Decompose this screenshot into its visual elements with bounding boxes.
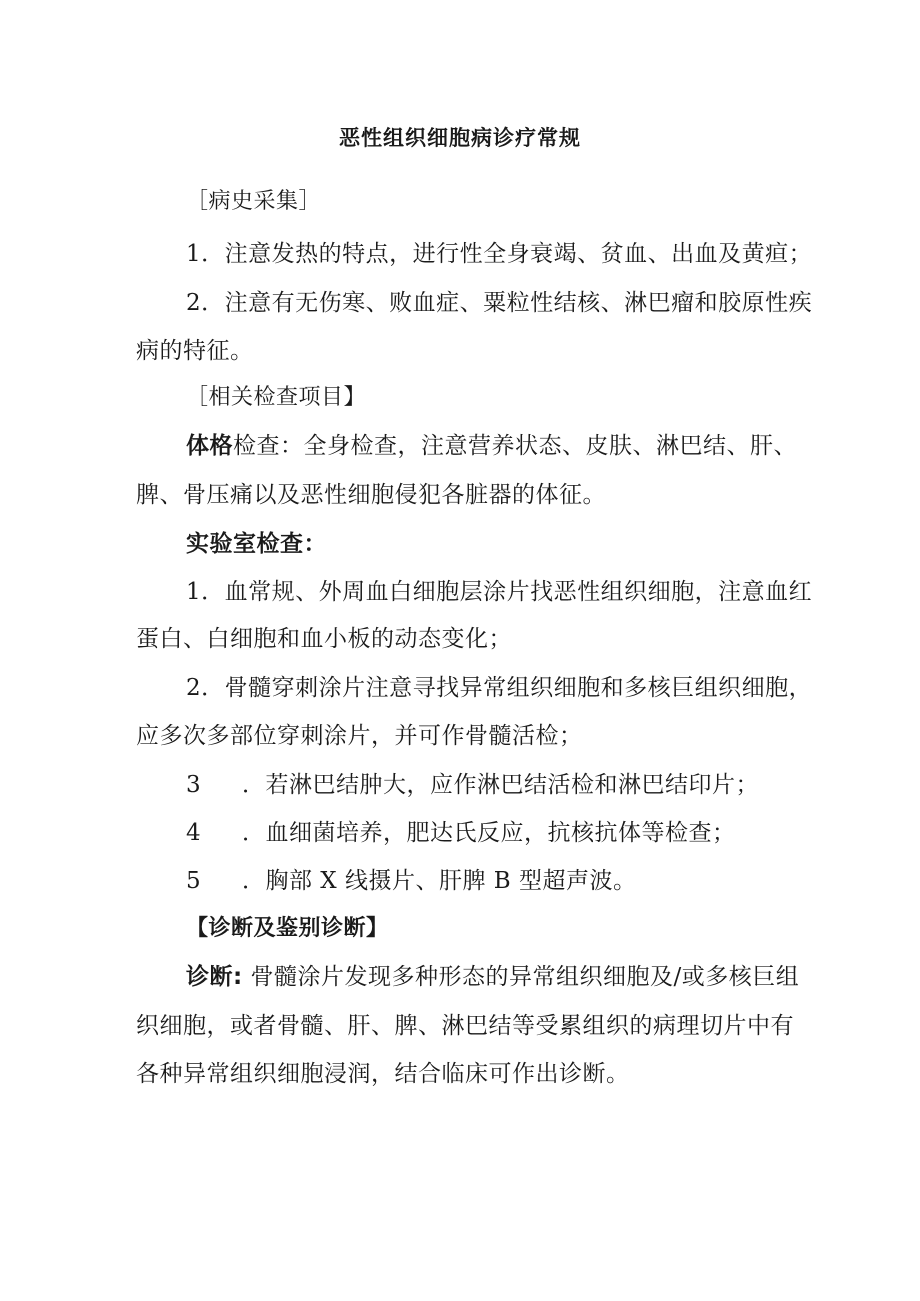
section-heading-exams: ［相关检查项目】	[186, 385, 367, 410]
item-text: ．注意有无伤寒、败血症、粟粒性结核、淋巴瘤和胶原性疾	[201, 290, 813, 316]
diagnosis-line-2: 织细胞，或者骨髓、肝、脾、淋巴结等受累组织的病理切片中有	[136, 1013, 794, 1039]
diagnosis-line-3: 各种异常组织细胞浸润，结合临床可作出诊断。	[136, 1061, 630, 1087]
item-text: ．血细菌培养，肥达氏反应，抗核抗体等检查；	[242, 820, 736, 846]
item-number: 1	[186, 241, 202, 267]
lab-item-4	[186, 815, 736, 851]
item-text: ．骨髓穿刺涂片注意寻找异常组织细胞和多核巨组织细胞，	[201, 675, 813, 701]
item-number: 3	[186, 772, 202, 798]
diagnosis-line-1	[186, 959, 799, 995]
physical-exam-label: 体格	[186, 433, 233, 459]
page-title: 恶性组织细胞病诊疗常规	[339, 126, 581, 150]
lab-item-2-continuation: 应多次多部位穿刺涂片，并可作骨髓活检；	[136, 723, 583, 749]
item-text: ．胸部 X 线摄片、肝脾 B 型超声波。	[242, 868, 637, 894]
physical-exam-line-2: 脾、骨压痛以及恶性细胞侵犯各脏器的体征。	[136, 482, 606, 508]
item-text: ．若淋巴结肿大，应作淋巴结活检和淋巴结印片；	[242, 772, 759, 798]
item-text: ．注意发热的特点，进行性全身衰竭、贫血、出血及黄疸；	[201, 241, 813, 267]
history-item-1	[186, 236, 812, 272]
lab-item-5	[186, 863, 637, 899]
history-item-2-continuation: 病的特征。	[136, 338, 254, 364]
item-number: 2	[186, 290, 202, 316]
history-item-2	[186, 285, 812, 321]
item-number: 4	[186, 820, 202, 846]
section-heading-history: ［病史采集］	[186, 189, 322, 214]
lab-item-2	[186, 670, 812, 706]
item-number: 5	[186, 868, 202, 894]
diagnosis-text: 骨髓涂片发现多种形态的异常组织细胞及/或多核巨组	[242, 964, 800, 990]
lab-item-1	[186, 574, 812, 610]
item-number: 1	[186, 579, 202, 605]
lab-exam-label: 实验室检查：	[186, 531, 327, 557]
item-number: 2	[186, 675, 202, 701]
lab-item-3	[186, 767, 759, 803]
item-text: ．血常规、外周血白细胞层涂片找恶性组织细胞，注意血红	[201, 579, 813, 605]
section-heading-diagnosis: 【诊断及鉴别诊断】	[186, 916, 389, 941]
physical-exam-text: 检查：全身检查，注意营养状态、皮肤、淋巴结、肝、	[233, 433, 797, 459]
physical-exam-line-1	[186, 428, 797, 464]
lab-item-1-continuation: 蛋白、白细胞和血小板的动态变化；	[136, 626, 512, 652]
diagnosis-label: 诊断:	[186, 964, 243, 990]
